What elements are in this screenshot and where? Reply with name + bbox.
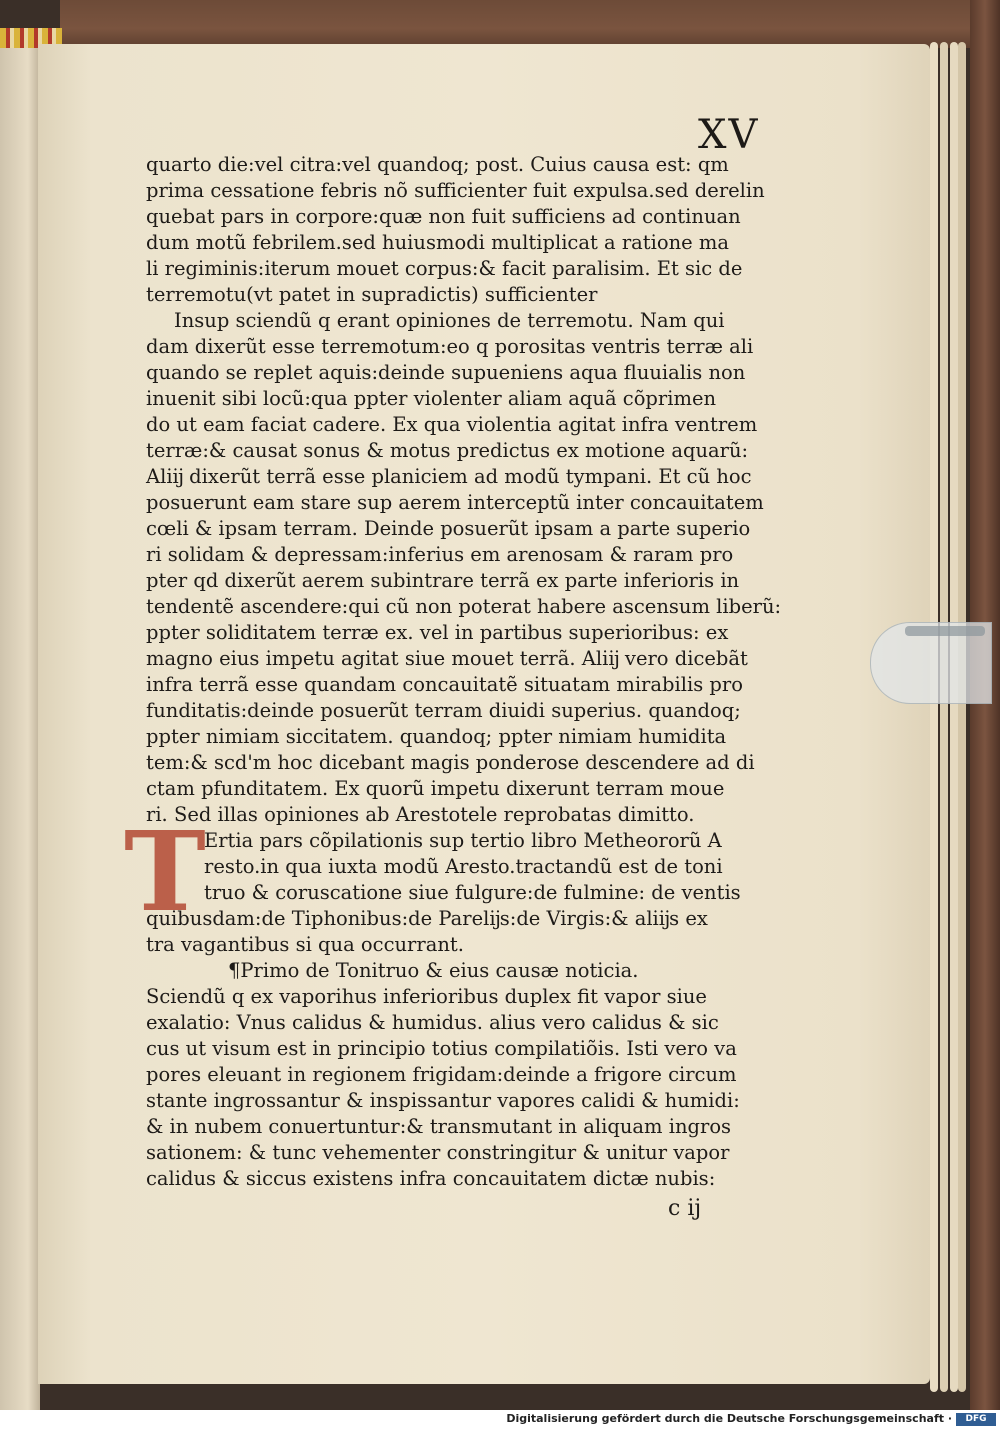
text-line: dam dixerũt esse terremotum:eo q porositas ventris terræ ali xyxy=(146,335,754,358)
text-line: Insup sciendũ q erant opiniones de terremotu. Nam qui xyxy=(174,309,725,332)
text-line: Ertia pars cõpilationis sup tertio libro Metheororũ A xyxy=(204,829,722,852)
text-line: ctam pfunditatem. Ex quorũ impetu dixerunt terram moue xyxy=(146,777,725,800)
text-line: calidus & siccus existens infra concauitatem dictæ nubis: xyxy=(146,1167,716,1190)
text-line: Sciendũ q ex vaporihus inferioribus duplex fit vapor siue xyxy=(146,985,707,1008)
footer-bar xyxy=(0,1410,1000,1429)
text-line: tendentẽ ascendere:qui cũ non poterat habere ascensum liberũ: xyxy=(146,595,782,618)
page-edge xyxy=(958,42,966,1392)
page-edge xyxy=(940,42,948,1392)
text-line: magno eius impetu agitat siue mouet terrã. Aliĳ vero dicebãt xyxy=(146,647,748,670)
facing-page-edge xyxy=(0,40,40,1410)
text-line: ri. Sed illas opiniones ab Arestotele reprobatas dimitto. xyxy=(146,803,695,826)
text-line: cus ut visum est in principio totius compilatiõis. Isti vero va xyxy=(146,1037,737,1060)
text-line: & in nubem conuertuntur:& transmutant in aliquam ingros xyxy=(146,1115,732,1138)
text-line: ppter nimiam siccitatem. quandoq; ppter nimiam humidita xyxy=(146,725,727,748)
text-line: do ut eam faciat cadere. Ex qua violentia agitat infra ventrem xyxy=(146,413,758,436)
text-line: Aliĳ dixerũt terrã esse planiciem ad modũ tympani. Et cũ hoc xyxy=(146,465,752,488)
text-line: truo & coruscatione siue fulgure:de fulmine: de ventis xyxy=(204,881,741,904)
text-line: stante ingrossantur & inspissantur vapores calidi & humidi: xyxy=(146,1089,740,1112)
text-line: funditatis:deinde posuerũt terram diuidi superius. quandoq; xyxy=(146,699,741,722)
text-line: quando se replet aquis:deinde supueniens aqua fluuialis non xyxy=(146,361,746,384)
text-line: li regiminis:iterum mouet corpus:& facit paralisim. Et sic de xyxy=(146,257,743,280)
section-heading: ¶Primo de Tonitruo & eius causæ noticia. xyxy=(228,959,639,982)
text-line: pores eleuant in regionem frigidam:deinde a frigore circum xyxy=(146,1063,737,1086)
text-line: ri solidam & depressam:inferius em arenosam & raram pro xyxy=(146,543,734,566)
page-text xyxy=(146,152,782,1192)
text-line: inuenit sibi locũ:qua ppter violenter aliam aquã cõprimen xyxy=(146,387,717,410)
text-line: exalatio: Vnus calidus & humidus. alius vero calidus & sic xyxy=(146,1011,719,1034)
book-cover-right xyxy=(970,0,1000,1410)
text-line: tem:& scd'm hoc dicebant magis ponderose descendere ad di xyxy=(146,751,755,774)
text-line: quarto die:vel citra:vel quandoq; post. Cuius causa est: qm xyxy=(146,153,729,176)
text-line: quibusdam:de Tiphonibus:de Parelĳs:de Virgis:& aliĳs ex xyxy=(146,907,708,930)
text-line: cœli & ipsam terram. Deinde posuerũt ipsam a parte superio xyxy=(146,517,751,540)
text-line: quebat pars in corpore:quæ non fuit sufficiens ad continuan xyxy=(146,205,741,228)
text-line: dum motũ febrilem.sed huiusmodi multiplicat a ratione ma xyxy=(146,231,730,254)
text-line: terremotu(vt patet in supradictis) sufficienter xyxy=(146,283,598,306)
text-line: sationem: & tunc vehementer constringitur & unitur vapor xyxy=(146,1141,730,1164)
signature-mark: c ij xyxy=(668,1196,702,1221)
rubricated-initial: T xyxy=(124,807,206,936)
text-line: infra terrã esse quandam concauitatẽ situatam mirabilis pro xyxy=(146,673,743,696)
funding-credit: Digitalisierung gefördert durch die Deutsche Forschungsgemeinschaft · xyxy=(506,1412,952,1425)
book-cover-top xyxy=(60,0,1000,48)
text-line: tra vagantibus si qua occurrant. xyxy=(146,933,464,956)
page-edge xyxy=(930,42,938,1392)
folio-number: XV xyxy=(698,112,760,158)
page-clip-bar xyxy=(905,626,985,636)
text-line: prima cessatione febris nõ sufficienter fuit expulsa.sed derelin xyxy=(146,179,765,202)
dfg-logo: DFG xyxy=(956,1413,996,1426)
text-line: pter qd dixerũt aerem subintrare terrã ex parte inferioris in xyxy=(146,569,740,592)
text-line: terræ:& causat sonus & motus predictus ex motione aquarũ: xyxy=(146,439,749,462)
text-line: ppter soliditatem terræ ex. vel in partibus superioribus: ex xyxy=(146,621,729,644)
text-line: posuerunt eam stare sup aerem interceptũ inter concauitatem xyxy=(146,491,764,514)
page-edge xyxy=(950,42,958,1392)
text-line: resto.in qua iuxta modũ Aresto.tractandũ est de toni xyxy=(204,855,723,878)
